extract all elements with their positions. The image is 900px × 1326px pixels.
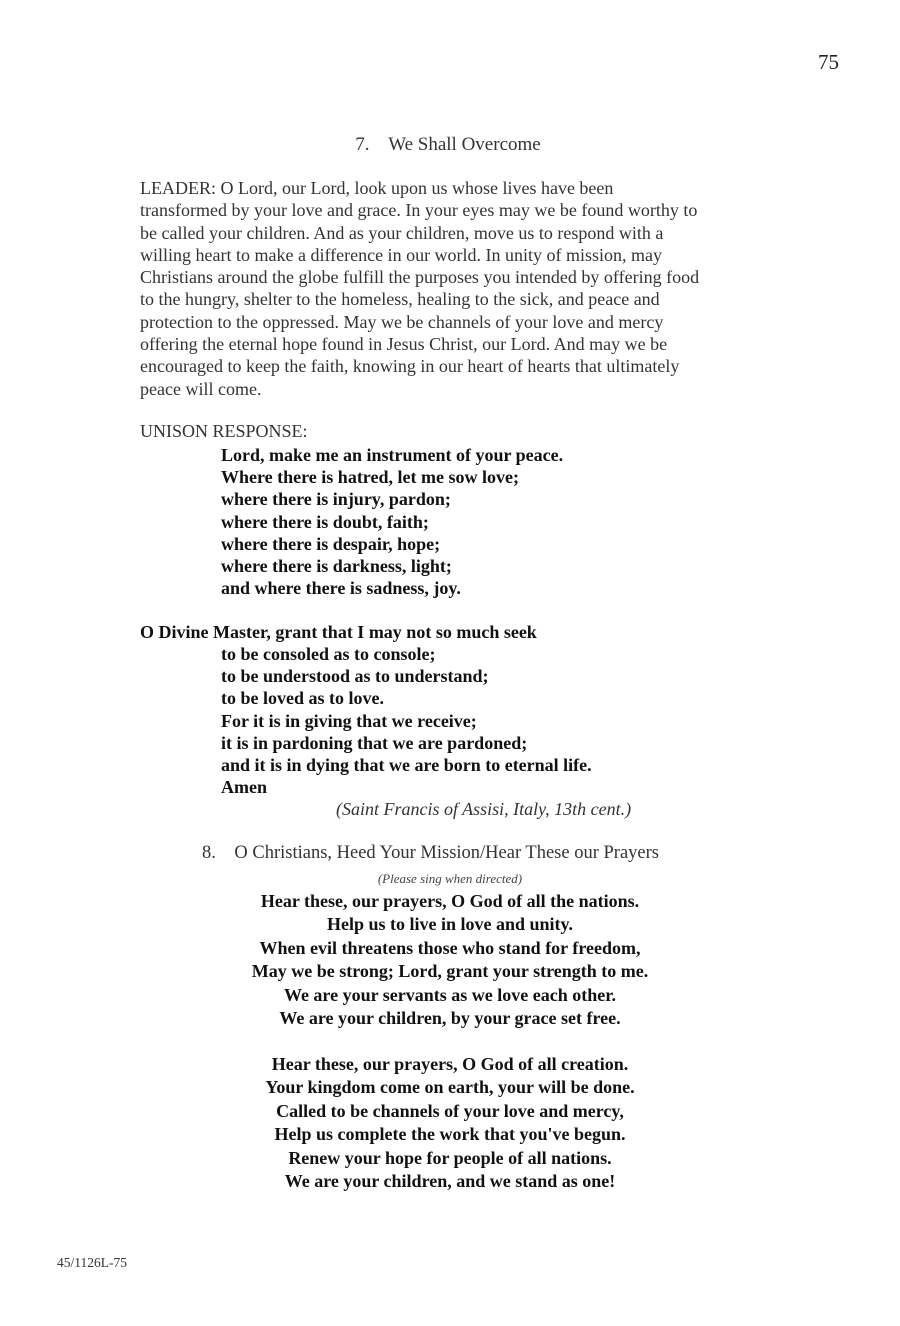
hymn-line: Hear these, our prayers, O God of all creation.: [271, 1054, 629, 1074]
hymn-line: We are your servants as we love each other.: [283, 984, 617, 1005]
prayer-part-2-first-line: O Divine Master, grant that I may not so much seek: [140, 622, 537, 642]
page-number: 75: [818, 50, 839, 74]
hymn-line: May we be strong; Lord, grant your strength to me.: [251, 961, 649, 982]
prayer-line: where there is injury, pardon;: [221, 489, 451, 510]
footer-code: 45/1126L-75: [57, 1255, 127, 1270]
sing-note: (Please sing when directed): [377, 871, 523, 886]
leader-line: encouraged to keep the faith, knowing in our heart of hearts that ultimately: [140, 356, 680, 377]
prayer-part-2: [221, 643, 592, 798]
leader-line: LEADER: O Lord, our Lord, look upon us whose lives have been: [140, 178, 614, 198]
prayer-line: to be loved as to love.: [221, 688, 384, 709]
prayer-line: to be consoled as to console;: [221, 644, 436, 664]
section-8-title: 8. O Christians, Heed Your Mission/Hear These our Prayers: [202, 843, 659, 863]
prayer-line: it is in pardoning that we are pardoned;: [221, 732, 528, 753]
hymn-line: We are your children, by your grace set free.: [279, 1008, 621, 1029]
prayer-line: For it is in giving that we receive;: [221, 710, 477, 731]
hymn-stanza-1: [0, 890, 900, 1030]
hymn-line: Called to be channels of your love and mercy,: [276, 1100, 624, 1121]
leader-line: peace will come.: [140, 378, 262, 399]
prayer-line: Lord, make me an instrument of your peace.: [221, 445, 564, 465]
hymn-line: Your kingdom come on earth, your will be done.: [265, 1077, 635, 1098]
prayer-part-1: [221, 444, 563, 599]
hymn-line: When evil threatens those who stand for freedom,: [259, 937, 641, 958]
prayer-line: where there is doubt, faith;: [221, 511, 429, 532]
leader-line: be called your children. And as your children, move us to respond with a: [140, 222, 664, 243]
section-7-title: 7. We Shall Overcome: [355, 134, 541, 155]
hymn-line: Help us to live in love and unity.: [326, 914, 574, 935]
hymn-line: Help us complete the work that you've begun.: [274, 1124, 626, 1145]
hymn-line: Hear these, our prayers, O God of all the nations.: [260, 891, 640, 911]
prayer-line: Where there is hatred, let me sow love;: [221, 467, 519, 488]
prayer-line: where there is despair, hope;: [221, 533, 441, 554]
hymn-line: Renew your hope for people of all nations.: [288, 1147, 612, 1168]
unison-response-label: UNISON RESPONSE:: [140, 421, 308, 441]
prayer-line: Amen: [221, 777, 267, 798]
leader-line: protection to the oppressed. May we be channels of your love and mercy: [140, 311, 664, 332]
attribution: (Saint Francis of Assisi, Italy, 13th cent.): [336, 799, 632, 819]
prayer-line: where there is darkness, light;: [221, 556, 452, 577]
leader-line: Christians around the globe fulfill the purposes you intended by offering food: [140, 267, 700, 288]
leader-line: transformed by your love and grace. In your eyes may we be found worthy to: [140, 200, 698, 221]
leader-line: offering the eternal hope found in Jesus Christ, our Lord. And may we be: [140, 334, 668, 355]
prayer-line: and where there is sadness, joy.: [221, 578, 461, 599]
leader-line: to the hungry, shelter to the homeless, healing to the sick, and peace and: [140, 289, 660, 310]
leader-line: willing heart to make a difference in our world. In unity of mission, may: [140, 244, 663, 265]
hymn-line: We are your children, and we stand as one!: [284, 1171, 616, 1192]
prayer-line: and it is in dying that we are born to eternal life.: [221, 755, 592, 776]
hymn-stanza-2: [0, 1053, 900, 1193]
prayer-line: to be understood as to understand;: [221, 666, 489, 687]
leader-paragraph: [140, 177, 780, 400]
